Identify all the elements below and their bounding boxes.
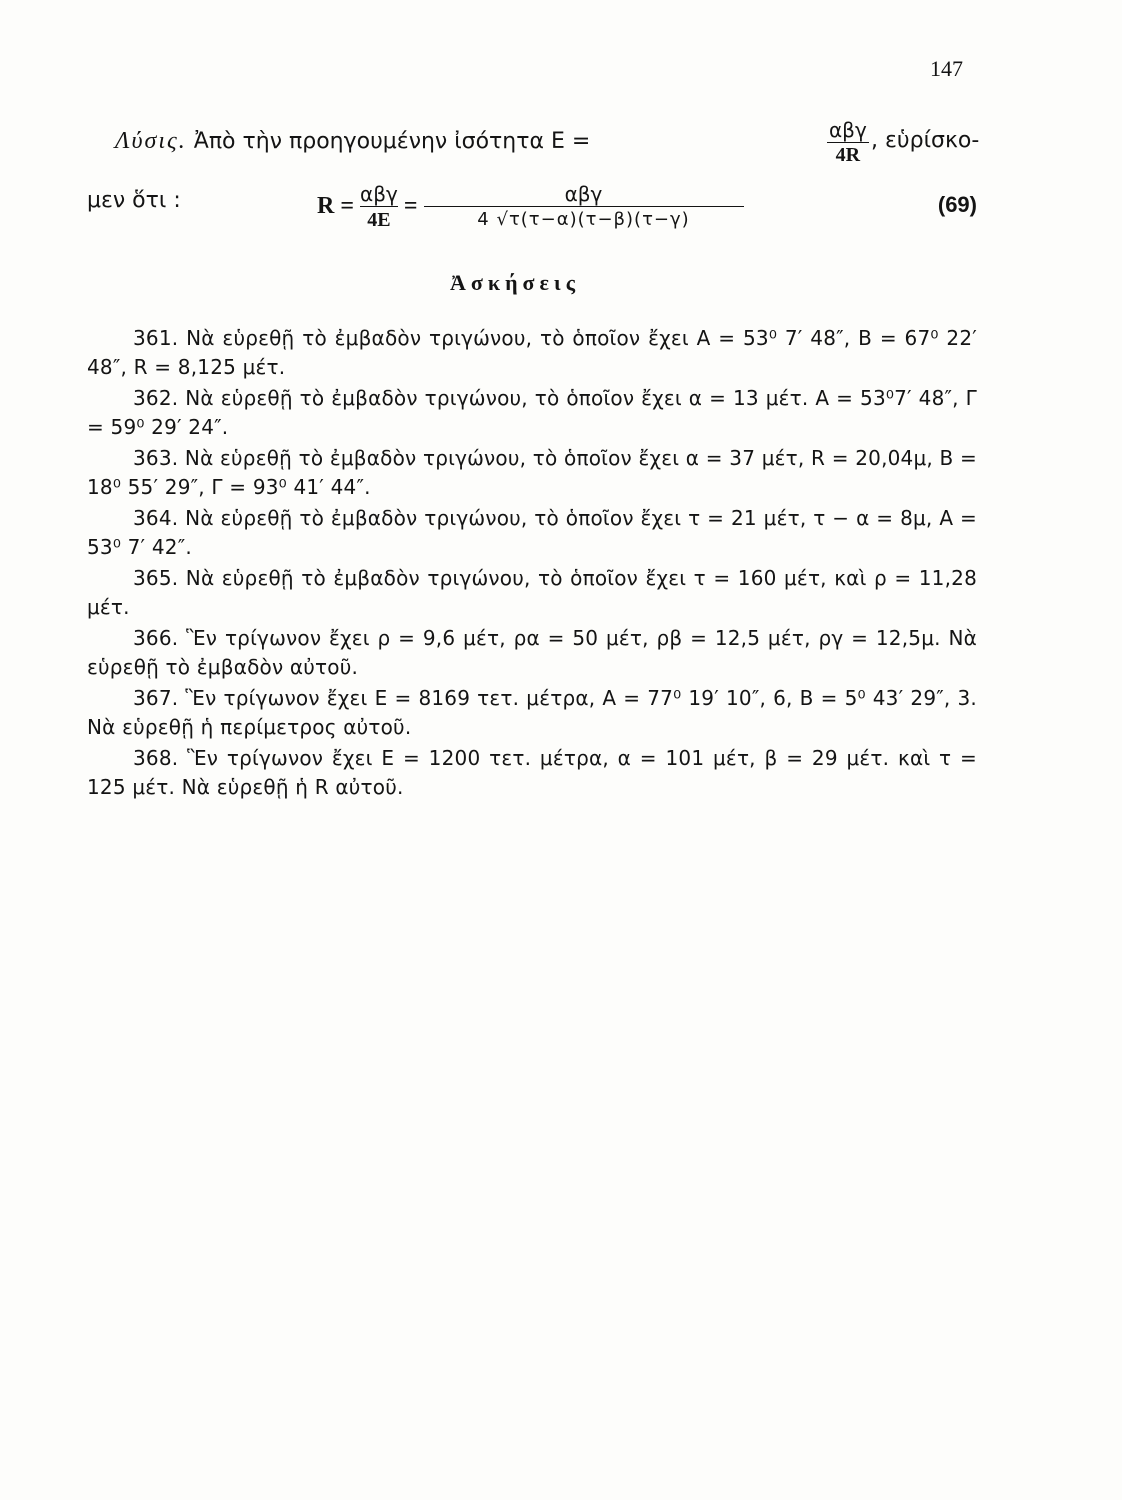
exercise-363: 363. Νὰ εὑρεθῇ τὸ ἐμβαδὸν τριγώνου, τὸ ὁποῖον ἔχει α = 37 μέτ, R = 20,04μ, Β = 18⁰ 55′ 29″, Γ = 93⁰ 41′ 44″. xyxy=(87,446,977,499)
solution-block xyxy=(87,118,980,248)
exercise-364: 364. Νὰ εὑρεθῇ τὸ ἐμβαδὸν τριγώνου, τὸ ὁποῖον ἔχει τ = 21 μέτ, τ − α = 8μ, Α = 53⁰ 7′ 42″. xyxy=(87,506,977,559)
formula-fraction-2 xyxy=(424,182,744,233)
solution-text-end: , εὑρίσκο- xyxy=(871,128,980,153)
formula-equals: = xyxy=(403,193,418,220)
fraction-numerator: αβγ xyxy=(829,118,867,142)
exercise-361: 361. Νὰ εὑρεθῇ τὸ ἐμβαδὸν τριγώνου, τὸ ὁποῖον ἔχει Α = 53⁰ 7′ 48″, Β = 67⁰ 22′ 48″, R = 8,125 μέτ. xyxy=(87,326,977,379)
equation-number: (69) xyxy=(937,192,977,217)
exercises-heading: Ἀσκήσεις xyxy=(450,270,581,295)
formula-lhs: R = xyxy=(317,193,355,220)
formula-fraction-1-numerator: αβγ xyxy=(360,182,398,206)
exercise-362: 362. Νὰ εὑρεθῇ τὸ ἐμβαδὸν τριγώνου, τὸ ὁποῖον ἔχει α = 13 μέτ. Α = 53⁰7′ 48″, Γ = 59⁰ 29′ 24″. xyxy=(87,386,977,439)
exercise-366: 366. Ἓν τρίγωνον ἔχει ρ = 9,6 μέτ, ρα = 50 μέτ, ρβ = 12,5 μέτ, ργ = 12,5μ. Νὰ εὑρεθῇ τὸ ἐμβαδὸν αὐτοῦ. xyxy=(87,626,977,679)
formula-69 xyxy=(317,182,744,233)
solution-label: Λύσις. xyxy=(115,128,187,154)
inline-fraction xyxy=(827,118,869,167)
formula-intro: μεν ὅτι : xyxy=(87,188,181,213)
solution-text: Ἀπὸ τὴν προηγουμένην ἰσότητα Ε = xyxy=(193,129,591,154)
exercises-list xyxy=(87,324,977,804)
page-number: 147 xyxy=(930,56,963,81)
formula-fraction-2-denominator: 4 √τ(τ−α)(τ−β)(τ−γ) xyxy=(477,209,690,230)
formula-fraction-2-numerator: αβγ xyxy=(424,182,744,207)
formula-fraction-1 xyxy=(360,182,398,233)
exercise-365: 365. Νὰ εὑρεθῇ τὸ ἐμβαδὸν τριγώνου, τὸ ὁποῖον ἔχει τ = 160 μέτ, καὶ ρ = 11,28 μέτ. xyxy=(87,566,977,619)
formula-fraction-1-denominator: 4E xyxy=(367,209,391,231)
solution-line xyxy=(115,128,590,155)
formula-line xyxy=(87,182,977,252)
exercise-367: 367. Ἓν τρίγωνον ἔχει Ε = 8169 τετ. μέτρα, Α = 77⁰ 19′ 10″, 6, Β = 5⁰ 43′ 29″, 3. Νὰ εὑρεθῇ ἡ περίμετρος αὐτοῦ. xyxy=(87,686,977,739)
fraction-denominator: 4R xyxy=(835,144,861,166)
exercise-368: 368. Ἓν τρίγωνον ἔχει Ε = 1200 τετ. μέτρα, α = 101 μέτ, β = 29 μέτ. καὶ τ = 125 μέτ. Νὰ εὑρεθῇ ἡ R αὐτοῦ. xyxy=(87,746,977,799)
